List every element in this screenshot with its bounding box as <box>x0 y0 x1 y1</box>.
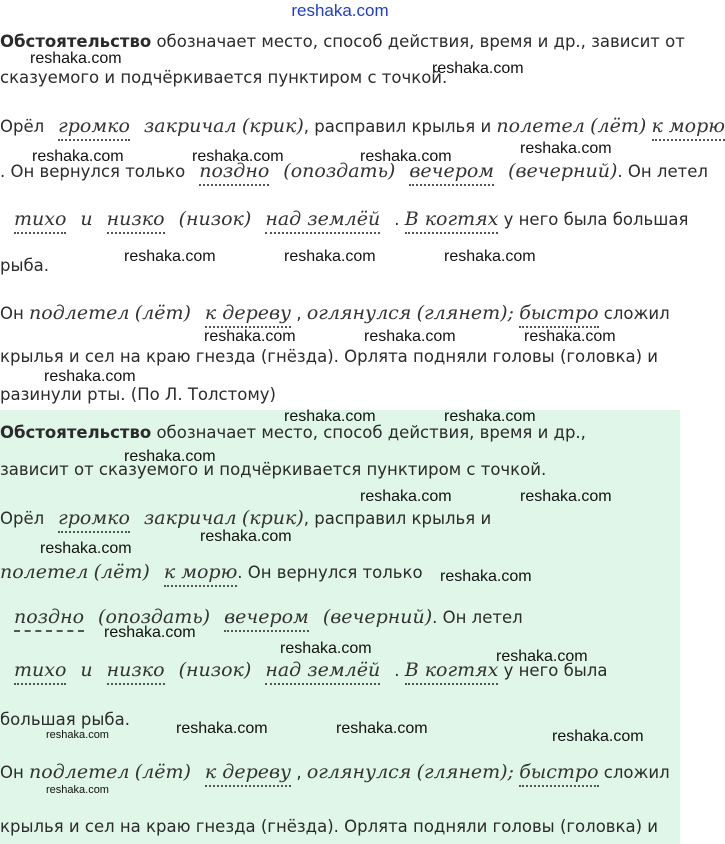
original-line-9 <box>0 384 276 406</box>
text: , расправил крылья и <box>303 509 492 528</box>
word: быстро <box>519 302 598 328</box>
word: тихо <box>14 659 66 685</box>
text: Он <box>0 763 24 782</box>
word: тихо <box>14 208 66 234</box>
word: и <box>80 208 93 230</box>
watermark: reshaka.com <box>104 624 196 641</box>
word: к морю <box>652 115 725 141</box>
word: (глянет); <box>416 302 514 324</box>
watermark: reshaka.com <box>40 540 132 557</box>
watermark: reshaka.com <box>46 729 109 741</box>
text: . Он летел <box>617 162 708 181</box>
text: зависит от сказуемого и подчёркивается пунктиром с точкой. <box>0 460 547 479</box>
watermark: reshaka.com <box>280 640 372 657</box>
watermark: reshaka.com <box>124 248 216 265</box>
text: у него была большая <box>498 210 689 229</box>
answer-line-5 <box>0 606 523 629</box>
watermark: reshaka.com <box>204 328 296 345</box>
text: разинули рты. (По Л. Толстому) <box>0 385 276 404</box>
watermark: reshaka.com <box>44 368 136 385</box>
text: , расправил крылья и <box>303 117 492 136</box>
watermark: reshaka.com <box>192 148 284 165</box>
word: (глянет); <box>416 761 514 783</box>
text: сложил <box>598 763 670 782</box>
answer-line-2 <box>0 459 546 481</box>
word: (лёт) <box>134 761 191 783</box>
word: оглянулся <box>306 761 412 783</box>
word: громко <box>58 115 130 141</box>
watermark: reshaka.com <box>200 528 292 545</box>
text: сказуемого и подчёркивается пунктиром с точкой. <box>0 68 448 87</box>
word: подлетел <box>29 302 130 324</box>
watermark: reshaka.com <box>520 488 612 505</box>
text: . Он летел <box>432 608 523 627</box>
word: закричал <box>143 115 237 137</box>
word: к морю <box>164 561 237 587</box>
original-line-6 <box>0 255 49 277</box>
watermark: reshaka.com <box>496 648 588 665</box>
watermark: reshaka.com <box>46 784 109 796</box>
watermark: reshaka.com <box>124 448 216 465</box>
watermark: reshaka.com <box>552 728 644 745</box>
text: . Он вернулся только <box>0 162 186 181</box>
word: поздно <box>14 606 84 632</box>
answer-line-9 <box>0 816 658 838</box>
text: Орёл <box>0 117 45 136</box>
word: низко <box>107 208 165 234</box>
word: к дереву <box>205 761 291 787</box>
text: рыба. <box>0 256 50 275</box>
answer-line-8 <box>0 761 670 784</box>
word: В когтях <box>405 659 499 685</box>
word: вечером <box>409 160 494 186</box>
word: над землёй <box>265 659 380 685</box>
original-line-7 <box>0 302 670 325</box>
word: (лёт) <box>590 115 647 137</box>
word: поздно <box>199 160 269 186</box>
word: оглянулся <box>306 302 412 324</box>
watermark: reshaka.com <box>284 408 376 425</box>
word: подлетел <box>29 761 130 783</box>
text: . Он вернулся только <box>237 563 423 582</box>
watermark: reshaka.com <box>524 328 616 345</box>
site-title[interactable]: reshaka.com <box>291 1 389 20</box>
watermark: reshaka.com <box>176 720 268 737</box>
watermark: reshaka.com <box>444 408 536 425</box>
watermark: reshaka.com <box>440 568 532 585</box>
word: (вечерний) <box>508 160 618 182</box>
word: полетел <box>0 561 89 583</box>
word: вечером <box>224 606 309 632</box>
word: (вечерний) <box>322 606 433 628</box>
original-line-8 <box>0 346 658 368</box>
word: полетел <box>496 115 585 137</box>
watermark: reshaka.com <box>444 248 536 265</box>
word: (опоздать) <box>283 160 396 182</box>
word: над землёй <box>265 208 380 234</box>
word: к дереву <box>205 302 291 328</box>
text: Орёл <box>0 509 45 528</box>
watermark: reshaka.com <box>360 148 452 165</box>
text: крылья и сел на краю гнезда (гнёзда). Орлята подняли головы (головка) и <box>0 347 659 366</box>
term-bold: Обстоятельство <box>0 32 152 51</box>
word: (низок) <box>178 208 252 230</box>
word: (лёт) <box>93 561 150 583</box>
text: , <box>296 763 302 782</box>
watermark: reshaka.com <box>336 720 428 737</box>
text: . <box>394 210 400 229</box>
text: , <box>296 304 302 323</box>
word: быстро <box>519 761 598 787</box>
word: низко <box>107 659 165 685</box>
watermark: reshaka.com <box>32 148 124 165</box>
watermark: reshaka.com <box>30 50 122 67</box>
watermark: reshaka.com <box>360 488 452 505</box>
answer-line-7 <box>0 709 130 731</box>
word: и <box>80 659 93 681</box>
word: (лёт) <box>134 302 191 324</box>
text: Он <box>0 304 24 323</box>
word: закричал <box>143 507 237 529</box>
text: у него была <box>498 661 608 680</box>
original-line-2 <box>0 67 447 89</box>
word: (опоздать) <box>98 606 211 628</box>
answer-line-3 <box>0 507 491 530</box>
word: (крик) <box>241 115 304 137</box>
watermark: reshaka.com <box>432 60 524 77</box>
word: (крик) <box>241 507 304 529</box>
text: большая рыба. <box>0 710 130 729</box>
word: (низок) <box>178 659 252 681</box>
watermark: reshaka.com <box>284 248 376 265</box>
text: крылья и сел на краю гнезда (гнёзда). Орлята подняли головы (головка) и <box>0 817 659 836</box>
answer-line-4 <box>0 561 423 584</box>
text: обозначает место, способ действия, время и др., <box>151 423 586 442</box>
word: В когтях <box>405 208 499 234</box>
original-line-5 <box>0 208 688 231</box>
text: сложил <box>598 304 670 323</box>
watermark: reshaka.com <box>364 328 456 345</box>
word: громко <box>58 507 130 533</box>
text: обозначает место, способ действия, время и др., зависит от <box>151 32 685 51</box>
original-line-3 <box>0 115 725 138</box>
text: . <box>394 661 400 680</box>
term-bold: Обстоятельство <box>0 423 152 442</box>
watermark: reshaka.com <box>520 140 612 157</box>
